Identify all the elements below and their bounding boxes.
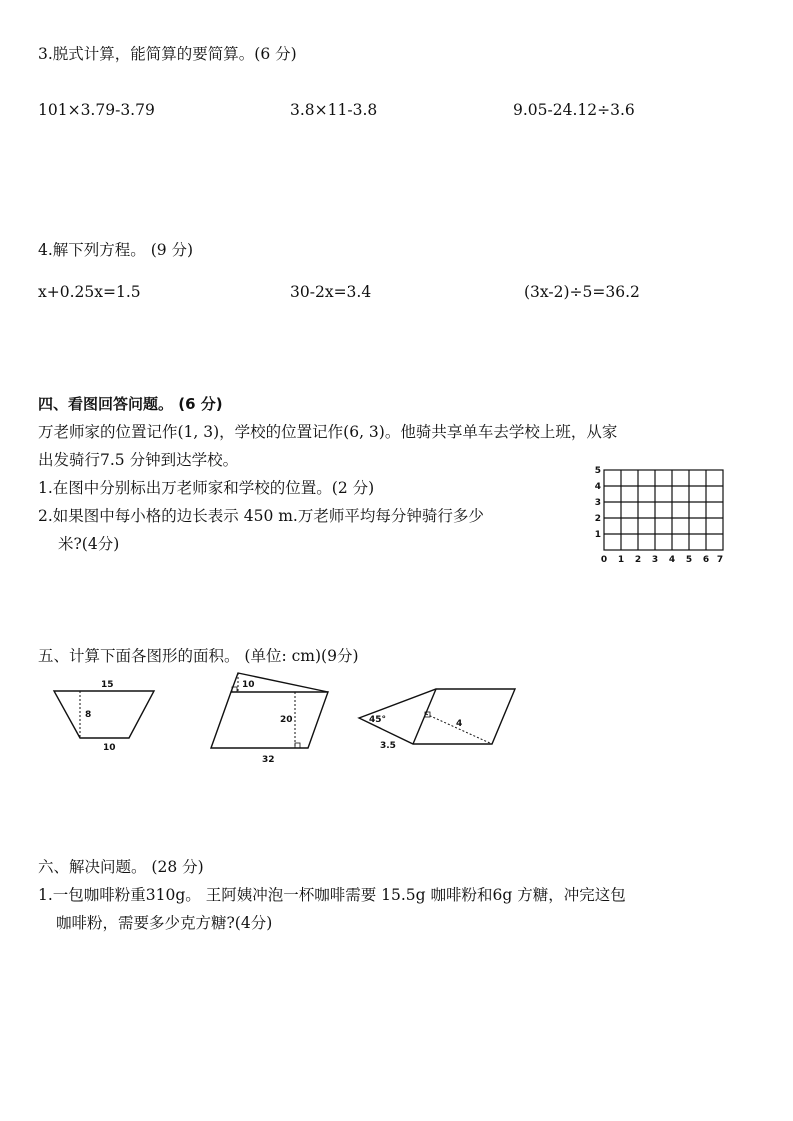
section6-title: 六、解决问题。 (28 分) [38,858,204,876]
q3-item-1: 101×3.79-3.79 [38,101,155,119]
trapezoid-bottom-label: 10 [103,743,116,753]
trapezoid-height-label: 8 [85,710,92,720]
kite-angle-label: 45° [369,715,387,725]
section6-q1-line2: 咖啡粉，需要多少克方糖?(4分) [56,914,273,932]
trapezoid-top-label: 15 [101,680,114,690]
section4-intro-line1: 万老师家的位置记作(1, 3)，学校的位置记作(6, 3)。他骑共享单车去学校上班，从家 [38,423,618,441]
y-tick-3: 3 [594,498,601,508]
y-tick-1: 1 [594,530,601,540]
trapezoid-shape [54,691,154,738]
q3-item-3: 9.05-24.12÷3.6 [513,101,635,119]
q4-item-1: x+0.25x=1.5 [38,283,141,301]
right-angle-mark-2 [295,743,300,748]
q4-item-3: (3x-2)÷5=36.2 [524,283,640,301]
section4-q2-line2: 米?(4分) [58,535,120,553]
divider-line [413,689,436,744]
q3-title: 3.脱式计算，能简算的要简算。(6 分) [38,45,297,63]
triangle-label: 10 [242,680,255,690]
section6-q1-line1: 1.一包咖啡粉重310g。 王阿姨冲泡一杯咖啡需要 15.5g 咖啡粉和6g 方糖，冲完这包 [38,886,626,904]
parallelogram-height-label: 20 [280,715,293,725]
section4-q2-line1: 2.如果图中每小格的边长表示 450 m.万老师平均每分钟骑行多少 [38,507,484,525]
x-tick-6: 6 [702,555,710,565]
trapezoid-figure [48,676,160,754]
x-tick-1: 1 [617,555,625,565]
q4-item-2: 30-2x=3.4 [290,283,372,301]
kite-side-label: 3.5 [380,741,396,751]
kite-parallelogram-figure [352,682,520,754]
y-tick-5: 5 [594,466,601,476]
section4-intro-line2: 出发骑行7.5 分钟到达学校。 [38,451,239,469]
x-tick-7: 7 [716,555,724,565]
section5-title: 五、计算下面各图形的面积。 (单位: cm)(9分) [38,647,359,665]
parallelogram-base-label: 32 [262,755,275,765]
parallelogram-figure [204,668,336,768]
section4-q1: 1.在图中分别标出万老师家和学校的位置。(2 分) [38,479,375,497]
q3-item-2: 3.8×11-3.8 [290,101,378,119]
q4-title: 4.解下列方程。 (9 分) [38,241,194,259]
x-tick-5: 5 [685,555,693,565]
x-tick-0: 0 [600,555,608,565]
parallelogram-shape [211,692,328,748]
x-tick-2: 2 [634,555,642,565]
kite-diag-label: 4 [456,719,463,729]
coordinate-grid [592,464,732,568]
x-tick-3: 3 [651,555,659,565]
grid-border [604,470,723,550]
y-tick-4: 4 [594,482,601,492]
section4-title: 四、看图回答问题。 (6 分) [38,395,223,413]
y-tick-2: 2 [594,514,601,524]
x-tick-4: 4 [668,555,676,565]
